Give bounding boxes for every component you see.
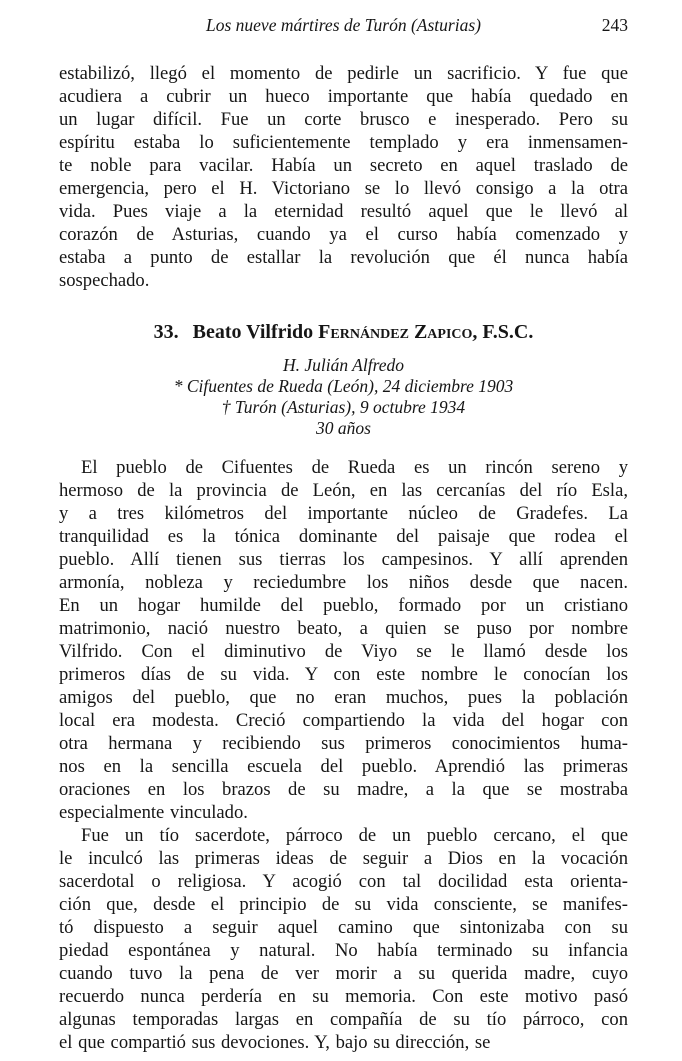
text-line: En un hogar humilde del pueblo, formado por un cristiano — [59, 595, 628, 616]
text-line: oraciones en los brazos de su madre, a la que se mostraba — [59, 779, 628, 800]
text-line: recuerdo nunca perdería en su memoria. Con este motivo pasó — [59, 986, 628, 1007]
text-line: algunas temporadas largas en compañía de su tío párroco, con — [59, 1009, 628, 1030]
text-line: nos en la sencilla escuela del pueblo. Aprendió las primeras — [59, 756, 628, 777]
text-line: espíritu estaba lo suficientemente templado y era inmensamen- — [59, 132, 628, 153]
text-line: vida. Pues viaje a la eternidad resultó aquel que le llevó al — [59, 201, 628, 222]
paragraph-body — [59, 456, 628, 824]
section-title-surname: Fernández Zapico — [318, 321, 473, 343]
text-line: tranquilidad es la tónica dominante del paisaje que rodea el — [59, 526, 628, 547]
paragraph-body — [59, 824, 628, 1054]
text-line: te noble para vacilar. Había un secreto en aquel traslado de — [59, 155, 628, 176]
text-line: piedad espontánea y natural. No había terminado su infancia — [59, 940, 628, 961]
section-title-lead: Beato Vilfrido — [192, 321, 314, 343]
text-line: sacerdotal o religiosa. Y acogió con tal docilidad esta orienta- — [59, 871, 628, 892]
text-line: le inculcó las primeras ideas de seguir a Dios en la vocación — [59, 848, 628, 869]
text-line: otra hermana y recibiendo sus primeros conocimientos huma- — [59, 733, 628, 754]
text-line: sospechado. — [59, 270, 150, 291]
text-line: local era modesta. Creció compartiendo la vida del hogar con — [59, 710, 628, 731]
birth-line: * Cifuentes de Rueda (León), 24 diciembre 1903 — [173, 376, 514, 396]
age-line: 30 años — [316, 418, 371, 438]
text-line: Vilfrido. Con el diminutivo de Viyo se le llamó desde los — [59, 641, 628, 662]
paragraph-continuation — [59, 62, 628, 292]
text-line: armonía, nobleza y reciedumbre los niños desde que nacen. — [59, 572, 628, 593]
text-line: el que compartió sus devociones. Y, bajo su dirección, se — [59, 1032, 491, 1053]
running-title: Los nueve mártires de Turón (Asturias) — [206, 15, 481, 35]
section-title-suffix: , F.S.C. — [472, 321, 534, 343]
text-line: El pueblo de Cifuentes de Rueda es un rincón sereno y — [81, 457, 628, 478]
text-line: tó dispuesto a seguir aquel camino que sintonizaba con su — [59, 917, 628, 938]
text-line: ción que, desde el principio de su vida consciente, se manifes- — [59, 894, 628, 915]
text-line: hermoso de la provincia de León, en las cercanías del río Esla, — [59, 480, 628, 501]
biographical-block — [59, 355, 628, 439]
section-number: 33. — [153, 321, 179, 343]
running-header — [59, 14, 628, 36]
text-line: cuando tuvo la pena de ver morir a su querida madre, cuyo — [59, 963, 628, 984]
religious-name: H. Julián Alfredo — [282, 355, 405, 375]
text-line: y a tres kilómetros del importante núcleo de Gradefes. La — [59, 503, 628, 524]
page-number: 243 — [601, 15, 628, 35]
text-line: estabilizó, llegó el momento de pedirle un sacrificio. Y fue que — [59, 63, 628, 84]
text-line: primeros días de su vida. Y con este nombre le conocían los — [59, 664, 628, 685]
death-line: † Turón (Asturias), 9 octubre 1934 — [221, 397, 466, 417]
text-line: emergencia, pero el H. Victoriano se lo llevó consigo a la otra — [59, 178, 628, 199]
text-line: un lugar difícil. Fue un corte brusco e inesperado. Pero su — [59, 109, 628, 130]
text-line: acudiera a cubrir un hueco importante que había quedado en — [59, 86, 628, 107]
text-line: pueblo. Allí tienen sus tierras los campesinos. Y allí aprenden — [59, 549, 628, 570]
text-line: especialmente vinculado. — [59, 802, 248, 823]
text-line: matrimonio, nació nuestro beato, a quien se puso por nombre — [59, 618, 628, 639]
text-line: Fue un tío sacerdote, párroco de un pueblo cercano, el que — [81, 825, 628, 846]
text-line: corazón de Asturias, cuando ya el curso había comenzado y — [59, 224, 628, 245]
text-line: estaba a punto de estallar la revolución que él nunca había — [59, 247, 628, 268]
section-heading — [59, 321, 628, 343]
text-line: amigos del pueblo, que no eran muchos, pues la población — [59, 687, 628, 708]
